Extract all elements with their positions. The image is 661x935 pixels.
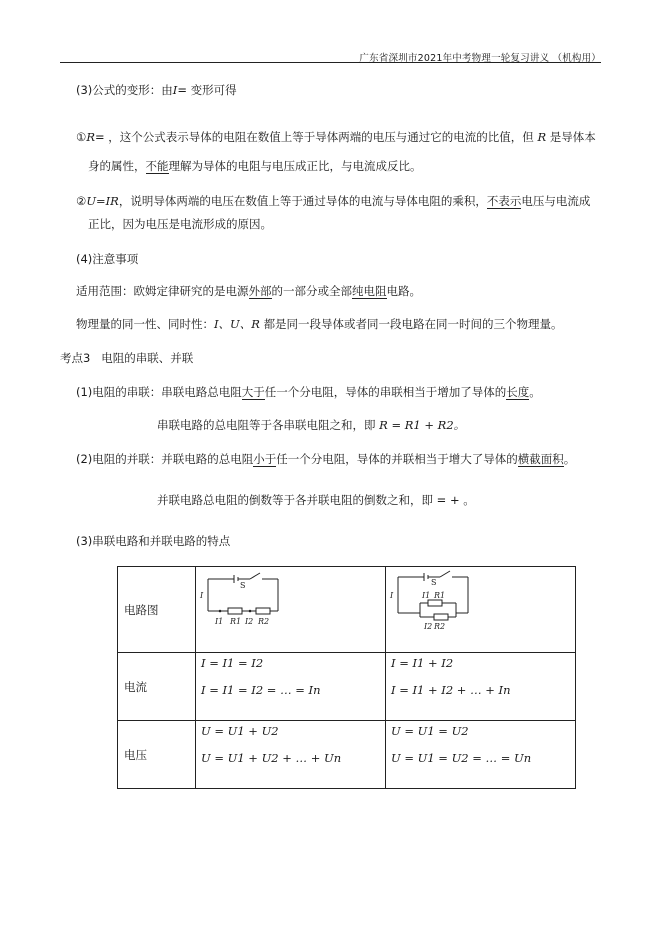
point3-title: 电阻的串联、并联 xyxy=(101,351,194,365)
series-ul2: 长度 xyxy=(506,385,530,399)
point-one-line2-pre: 身的属性， xyxy=(88,159,146,173)
point-two-line1 xyxy=(76,193,590,209)
point3-heading xyxy=(60,350,193,366)
parallel-label-r1: R1 xyxy=(434,591,446,600)
point-one-var: R xyxy=(86,130,95,144)
scope-post: 电路。 xyxy=(386,284,421,298)
series-pre: (1)电阻的串联：串联电路总电阻 xyxy=(76,385,242,399)
point-two-line2: 正比，因为电压是电流形成的原因。 xyxy=(88,217,272,231)
series-ul1: 大于 xyxy=(241,385,265,399)
series-switch-label: S xyxy=(240,581,246,590)
point-one-marker: ① xyxy=(76,130,87,144)
table-row xyxy=(118,721,576,789)
scope-line xyxy=(76,283,421,299)
page-header: 广东省深圳市2021年中考物理一轮复习讲义 （机构用） xyxy=(359,53,601,64)
series-circuit-diagram-cell xyxy=(196,567,386,653)
parallel-post: 。 xyxy=(563,452,576,466)
scope-ul1: 外部 xyxy=(248,284,272,298)
point-one-line2-post: 理解为导体的电阻与电压成正比，与电流成反比。 xyxy=(168,159,422,173)
series-current-cell xyxy=(196,653,386,721)
point-two-formula: U=IR xyxy=(86,194,119,208)
parallel-label-i1: I1 xyxy=(422,591,431,600)
circuit-comparison-table xyxy=(117,566,576,789)
series-circuit-diagram xyxy=(196,567,385,649)
table-header-current: 电流 xyxy=(118,653,196,721)
scope-pre: 适用范围：欧姆定律研究的是电源 xyxy=(76,284,249,298)
series-current-formula-1: I = I1 = I2 xyxy=(201,656,264,670)
scope-ul2: 纯电阻 xyxy=(352,284,387,298)
parallel-voltage-formula-1: U = U1 = U2 xyxy=(391,724,469,738)
parallel-current-formula-1: I = I1 + I2 xyxy=(391,656,454,670)
point-two-underline: 不表示 xyxy=(486,194,522,208)
series-sum-formula: R = R1 + R2。 xyxy=(379,418,466,432)
table-header-circuit: 电路图 xyxy=(118,567,196,653)
point-two-text: ，说明导体两端的电压在数值上等于通过导体的电流与导体电阻的乘积， xyxy=(118,194,487,208)
series-mid: 任一个分电阻，导体的串联相当于增加了导体的 xyxy=(264,385,507,399)
same-line xyxy=(76,316,563,332)
same-pre: 物理量的同一性、同时性： xyxy=(76,317,214,331)
parallel-current-label: I xyxy=(390,591,394,600)
point-one-line2 xyxy=(88,158,422,174)
point-two-post: 电压与电流成 xyxy=(521,194,591,208)
series-label-i2: I2 xyxy=(245,617,254,626)
notes-heading: (4)注意事项 xyxy=(76,252,139,266)
formula-transform-post: = 变形可得 xyxy=(177,83,237,97)
formula-transform-var: I xyxy=(172,83,178,97)
table-row xyxy=(118,653,576,721)
table-row xyxy=(118,567,576,653)
scope-mid: 的一部分或全部 xyxy=(271,284,352,298)
point-one-line2-underline: 不能 xyxy=(145,159,169,173)
formula-transform-pre: (3)公式的变形：由 xyxy=(76,83,173,97)
same-vars: I、U、R xyxy=(214,317,260,331)
parallel-circuit-diagram-cell xyxy=(386,567,576,653)
formula-transform-heading xyxy=(76,82,237,98)
series-sum-pre: 串联电路的总电阻等于各串联电阻之和，即 xyxy=(157,418,376,432)
parallel-pre: (2)电阻的并联：并联电路的总电阻 xyxy=(76,452,254,466)
point3-label: 考点3 xyxy=(60,351,91,365)
parallel-current-cell xyxy=(386,653,576,721)
series-voltage-cell xyxy=(196,721,386,789)
table-header-voltage: 电压 xyxy=(118,721,196,789)
point-one-post: 是导体本 xyxy=(549,130,596,144)
parallel-mid: 任一个分电阻，导体的并联相当于增大了导体的 xyxy=(276,452,518,466)
series-sum-line xyxy=(157,417,465,433)
parallel-switch-label: S xyxy=(431,578,437,587)
point-one-line1 xyxy=(76,129,596,145)
parallel-label-r2: R2 xyxy=(434,622,446,631)
parallel-ul1: 小于 xyxy=(253,452,277,466)
parallel-voltage-formula-2: U = U1 = U2 = … = Un xyxy=(391,751,532,765)
series-label-r1: R1 xyxy=(230,617,242,626)
series-current-label: I xyxy=(200,591,204,600)
series-label-r2: R2 xyxy=(258,617,270,626)
series-post: 。 xyxy=(529,385,541,399)
parallel-current-formula-2: I = I1 + I2 + … + In xyxy=(391,683,511,697)
header-divider xyxy=(60,62,601,63)
parallel-circuit-diagram xyxy=(386,567,550,649)
parallel-sum-line: 并联电路总电阻的倒数等于各并联电阻的倒数之和，即 = + 。 xyxy=(157,493,475,507)
series-voltage-formula-1: U = U1 + U2 xyxy=(201,724,279,738)
parallel-label-i2: I2 xyxy=(424,622,433,631)
point-one-var2: R xyxy=(537,130,547,144)
point-one-eq: = ，这个公式表示导体的电阻在数值上等于导体两端的电压与通过它的电流的比值，但 xyxy=(94,130,534,144)
point-two-marker: ② xyxy=(76,194,87,208)
same-post: 都是同一段导体或者同一段电路在同一时间的三个物理量。 xyxy=(263,317,563,331)
series-voltage-formula-2: U = U1 + U2 + … + Un xyxy=(201,751,342,765)
series-label-i1: I1 xyxy=(215,617,224,626)
series-line xyxy=(76,384,541,400)
features-heading: (3)串联电路和并联电路的特点 xyxy=(76,534,231,548)
parallel-ul2: 横截面积 xyxy=(517,452,564,466)
parallel-line xyxy=(76,451,575,467)
parallel-voltage-cell xyxy=(386,721,576,789)
series-current-formula-2: I = I1 = I2 = … = In xyxy=(201,683,321,697)
